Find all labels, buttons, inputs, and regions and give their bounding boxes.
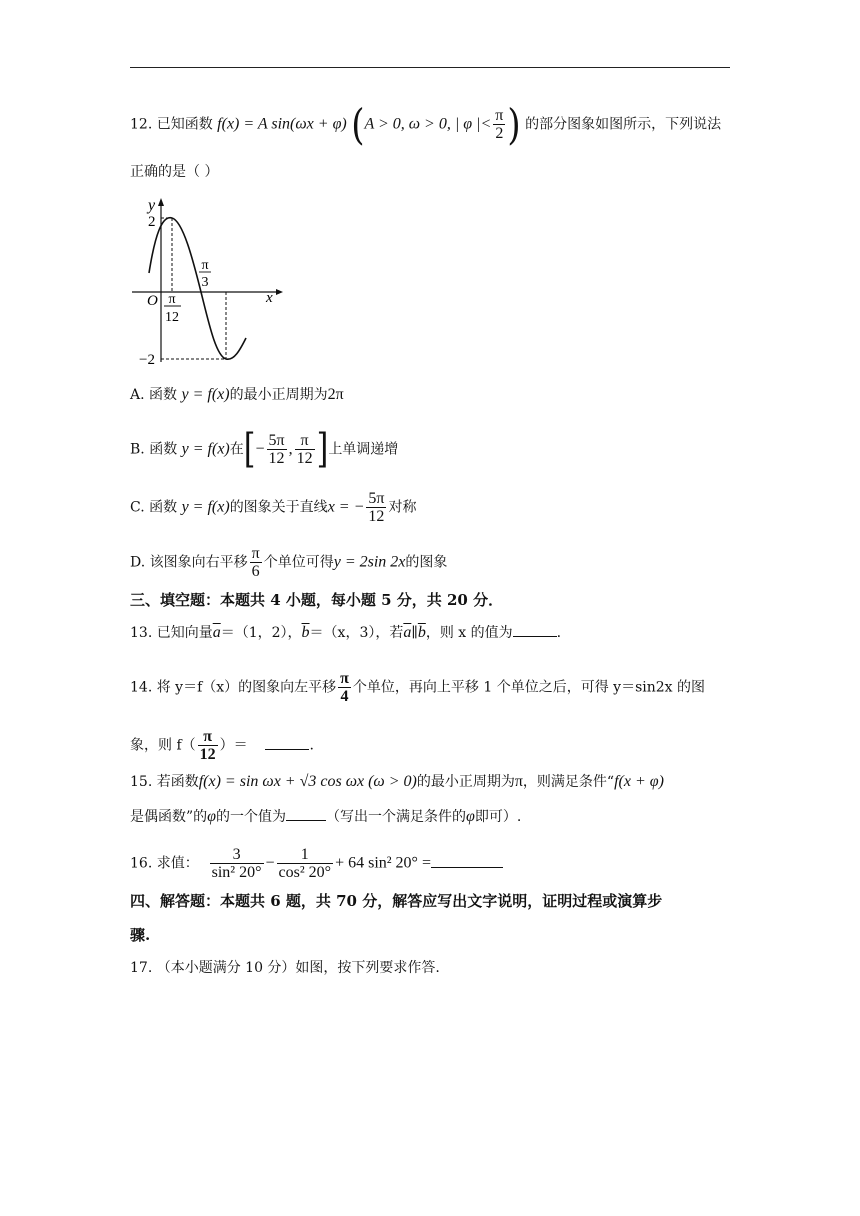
option-b-frac2: $\frac{\pi}{12}$ — [296, 432, 313, 467]
option-a-value: 2π — [327, 386, 344, 403]
q12-fraction: $\frac{\pi}{2}$ — [495, 107, 504, 142]
q15-pi: π — [514, 773, 523, 790]
q15-line2b: 的一个值为 — [216, 809, 287, 825]
x-label: x — [266, 290, 273, 306]
question-14-line2 — [130, 728, 728, 763]
option-b-func: y = f(x) — [181, 440, 230, 458]
q12-line2: 正确的是（ ） — [130, 164, 219, 180]
bracket-close: ] — [316, 425, 329, 473]
option-c-eq: x = − — [327, 498, 365, 516]
option-b-label: B. — [130, 441, 145, 458]
y-label: y — [148, 197, 156, 214]
question-16 — [130, 846, 728, 881]
answer-blank — [286, 806, 326, 821]
q16-num: 16. — [130, 855, 153, 872]
header-rule — [130, 67, 730, 68]
tick2-den: 3 — [201, 275, 209, 290]
answer-blank — [431, 853, 503, 868]
q13-num: 13. — [130, 625, 153, 641]
ymin-label: −2 — [139, 352, 155, 368]
y-arrow — [158, 198, 164, 206]
q16-tail: + 64 sin² 20° = — [335, 854, 431, 872]
q15-t1: 若函数 — [156, 774, 199, 790]
q15-t2: 的最小正周期为 — [416, 774, 515, 790]
tick1-num: π — [168, 292, 176, 307]
x-arrow — [276, 289, 283, 295]
option-c-pre: 函数 — [149, 499, 178, 516]
option-b-pre: 函数 — [149, 441, 178, 458]
option-d-pre: 该图象向右平移 — [149, 554, 248, 571]
q15-phi-2: φ — [466, 808, 475, 825]
option-a-pre: 函数 — [149, 387, 178, 403]
option-d-eq: y = 2sin 2x — [333, 553, 406, 571]
q14-frac1: $\frac{\pi}{4}$ — [340, 670, 349, 705]
vector-b-2: $\overline{b}$ — [417, 624, 426, 641]
q16-t1: 求值： — [156, 855, 199, 872]
option-d-mid: 个单位可得 — [263, 554, 334, 571]
option-d-label: D. — [130, 554, 146, 571]
ymax-label: 2 — [148, 214, 156, 230]
question-13 — [130, 622, 728, 643]
paren-open: ( — [351, 99, 365, 150]
q15-line2a: 是偶函数”的 — [130, 809, 208, 825]
tick2-num: π — [201, 258, 209, 273]
option-b: B. 函数 y = f(x)在[− $\frac{5\pi}{12}$ , $\frac{\pi}{12}$ ]上单调递增 — [130, 425, 399, 473]
parallel-sign: ∥ — [411, 625, 418, 641]
option-c-label: C. — [130, 499, 145, 516]
q15-num: 15. — [130, 774, 153, 790]
paren-close: ) — [507, 99, 521, 150]
option-a-post: 的最小正周期为 — [229, 387, 328, 403]
option-c-func: y = f(x) — [181, 498, 230, 516]
q16-frac1: $\frac{3}{\text{sin² 20°}}$ — [211, 846, 262, 881]
section-3-heading: 三、填空题：本题共 4 小题，每小题 5 分，共 20 分． — [130, 591, 504, 609]
option-a-label: A. — [130, 387, 145, 403]
q13-t4: ，则 x 的值为 — [425, 625, 513, 641]
origin-label: O — [147, 293, 158, 309]
option-b-post: 上单调递增 — [328, 441, 399, 458]
question-12 — [130, 99, 728, 150]
tick1-den: 12 — [165, 310, 179, 325]
option-d-post: 的图象 — [405, 554, 448, 571]
q15-t3: ，则满足条件“ — [522, 774, 615, 790]
option-a-func: y = f(x) — [181, 386, 230, 403]
section-4-heading-cont: 骤. — [130, 926, 151, 944]
option-c-mid: 的图象关于直线 — [229, 499, 328, 516]
option-c-post: 对称 — [388, 499, 417, 516]
q12-pre: 已知函数 — [156, 116, 213, 133]
option-b-frac1: $\frac{5\pi}{12}$ — [268, 432, 285, 467]
q16-minus: − — [265, 854, 275, 872]
q14-line2a: 象，则 f（ — [130, 737, 196, 754]
option-d — [130, 545, 728, 580]
question-number: 12. — [130, 116, 153, 133]
option-c — [130, 490, 728, 525]
q15-line2d: 即可）. — [474, 809, 522, 825]
question-17: 17. （本小题满分 10 分）如图，按下列要求作答. — [130, 960, 440, 976]
q12-condition: A > 0, ω > 0, | φ |< — [364, 115, 492, 133]
q12-function: f(x) = A sin(ωx + φ) — [217, 115, 347, 133]
q15-cond: f(x + φ) — [614, 773, 664, 790]
question-14 — [130, 670, 728, 705]
option-d-frac: $\frac{\pi}{6}$ — [251, 545, 260, 580]
sine-curve — [149, 218, 246, 360]
question-15-line2 — [130, 806, 728, 827]
q13-t1: 已知向量 — [156, 625, 213, 641]
vector-a: $\overline{a}$ — [212, 624, 221, 641]
bracket-open: [ — [243, 425, 256, 473]
q15-line2c: （写出一个满足条件的 — [326, 809, 467, 825]
q15-func: f(x) = sin ωx + √3 cos ωx (ω > 0) — [198, 773, 417, 790]
option-a — [130, 385, 728, 405]
question-15 — [130, 772, 728, 792]
q13-end: . — [556, 625, 562, 641]
sine-graph — [128, 188, 284, 368]
answer-blank — [265, 735, 309, 750]
answer-blank — [513, 622, 557, 637]
option-c-frac: $\frac{5\pi}{12}$ — [368, 490, 385, 525]
q14-end: . — [309, 737, 314, 754]
q16-frac2: $\frac{1}{\text{cos² 20°}}$ — [278, 846, 332, 881]
q14-num: 14. — [130, 679, 153, 696]
section-4-heading: 四、解答题：本题共 6 题，共 70 分，解答应写出文字说明，证明过程或演算步 — [130, 892, 663, 910]
q14-frac2: $\frac{\pi}{12}$ — [199, 728, 216, 763]
q14-t2: 个单位，再向上平移 1 个单位之后，可得 y＝sin2x 的图 — [352, 679, 706, 696]
q12-post: 的部分图象如图所示，下列说法 — [525, 116, 722, 133]
q13-t3: ＝（x，3），若 — [309, 625, 404, 641]
q15-phi: φ — [207, 808, 217, 825]
vector-b: $\overline{b}$ — [301, 624, 310, 641]
q14-line2b: ）＝ — [219, 737, 248, 754]
option-b-mid: 在 — [229, 441, 244, 458]
vector-a-2: $\overline{a}$ — [403, 624, 412, 641]
q14-t1: 将 y＝f（x）的图象向左平移 — [156, 679, 337, 696]
q13-t2: ＝（1，2）， — [220, 625, 302, 641]
